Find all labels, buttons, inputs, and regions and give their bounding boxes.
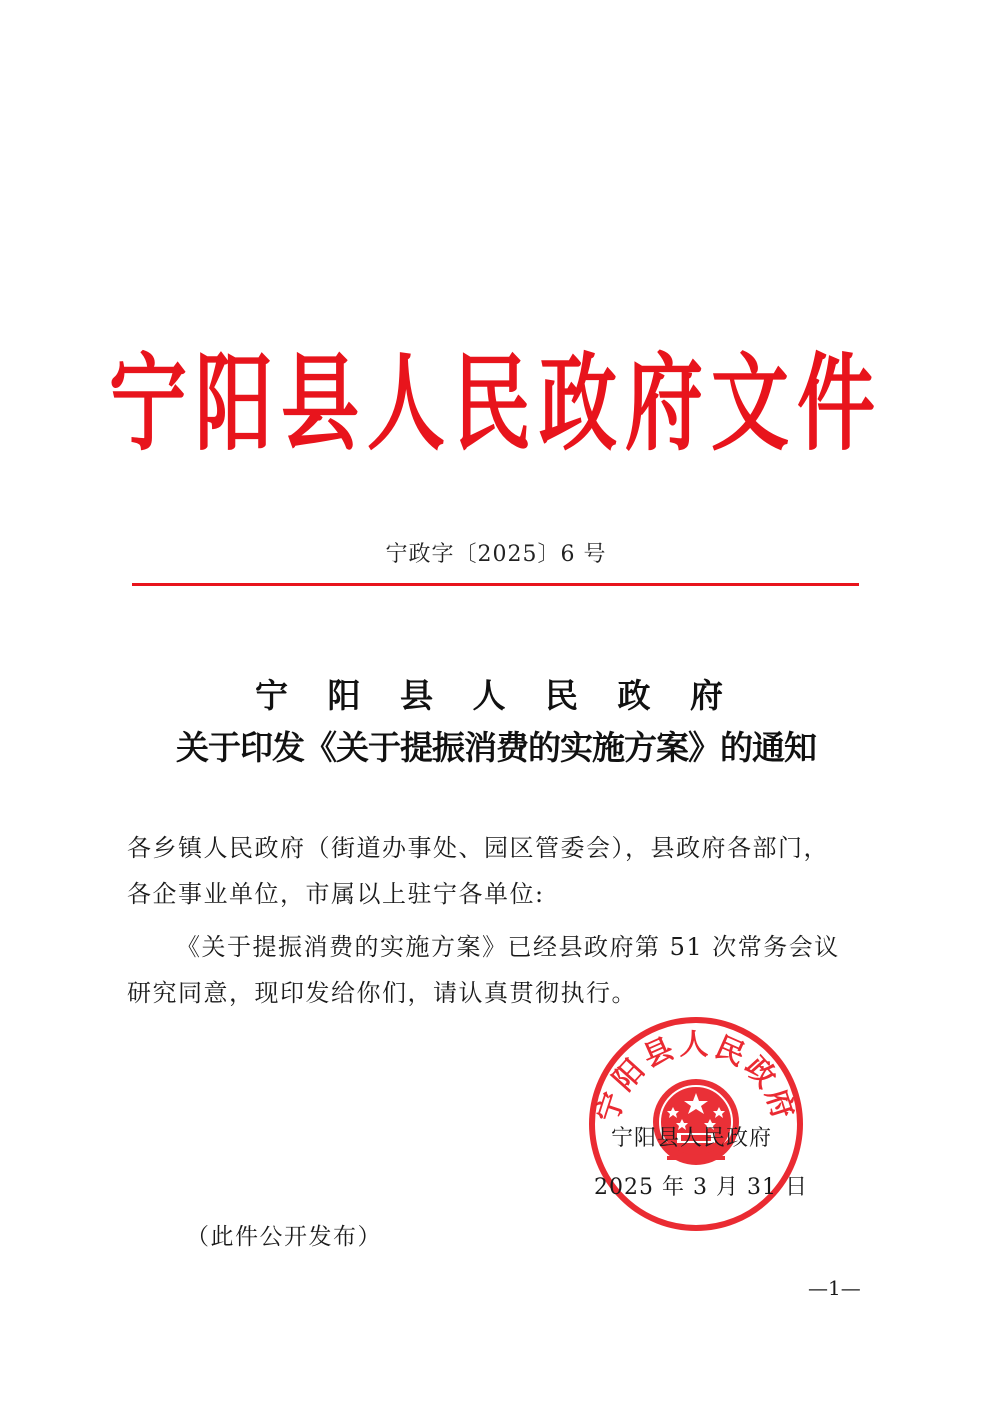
- addressee-line-1: 各乡镇人民政府（街道办事处、园区管委会），县政府各部门，: [127, 834, 829, 862]
- svg-text:宁阳县人民政府: 宁阳县人民政府: [590, 1027, 802, 1127]
- red-divider: [132, 583, 859, 586]
- issue-date: 2025 年 3 月 31 日: [594, 1175, 808, 1200]
- addressee-line-2: 各企事业单位，市属以上驻宁各单位:: [127, 880, 545, 908]
- issuer-name: 宁阳县人民政府: [611, 1126, 773, 1151]
- content-line-2: 研究同意，现印发给你们，请认真贯彻执行。: [127, 979, 637, 1007]
- document-masthead: 宁阳县人民政府文件: [108, 342, 883, 466]
- title-line-2: 关于印发《关于提振消费的实施方案》的通知: [176, 728, 816, 767]
- disclosure-note: （此件公开发布）: [186, 1224, 382, 1250]
- title-line-1: 宁 阳 县 人 民 政 府: [255, 676, 737, 715]
- page-number: —1—: [808, 1276, 861, 1300]
- content-line-1: 《关于提振消费的实施方案》已经县政府第 51 次常务会议: [176, 933, 840, 961]
- document-number: 宁政字〔2025〕6 号: [385, 542, 607, 567]
